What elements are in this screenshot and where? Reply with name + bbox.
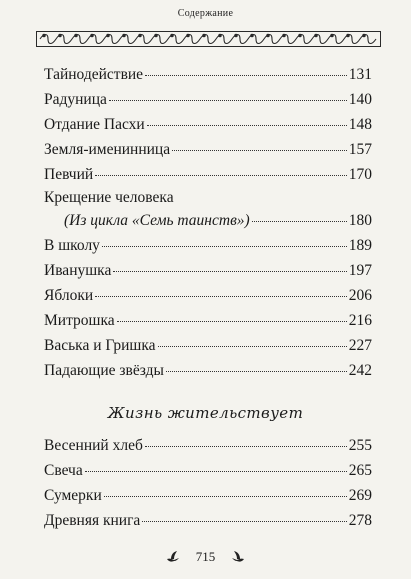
toc-entry-title: Митрошка	[44, 312, 115, 329]
dot-leader	[109, 100, 347, 101]
toc-entry[interactable]	[44, 437, 372, 455]
toc-entry[interactable]	[44, 512, 372, 530]
toc-entry-page: 227	[348, 337, 372, 354]
toc-entry[interactable]	[44, 141, 372, 159]
toc-entry-subtitle: (Из цикла «Семь таинств»)	[64, 212, 250, 229]
dot-leader	[95, 296, 347, 297]
toc-entry-title: Сумерки	[44, 487, 102, 504]
toc-entry[interactable]	[44, 262, 372, 280]
ornament-border	[36, 31, 381, 47]
section-title: Жизнь жительствует	[107, 404, 304, 422]
toc-entry[interactable]	[44, 362, 372, 380]
dot-leader	[142, 521, 346, 522]
toc-entry-title: Певчий	[44, 166, 94, 183]
dot-leader	[113, 271, 346, 272]
toc-entry[interactable]	[44, 116, 372, 134]
toc-entry-title: Тайнодействие	[44, 66, 144, 83]
toc-entry-page: 197	[348, 262, 372, 279]
dot-leader	[158, 346, 347, 347]
toc-entry-title: Весенний хлеб	[44, 437, 143, 454]
toc-entry-page: 206	[348, 287, 372, 304]
dot-leader	[102, 246, 347, 247]
toc-entry-page: 157	[348, 141, 372, 158]
dot-leader	[145, 75, 347, 76]
toc-entry-page: 269	[348, 487, 372, 504]
dove-icon	[230, 550, 246, 564]
toc-entry-page: 242	[348, 362, 372, 379]
dot-leader	[117, 321, 347, 322]
toc-entry-title: В школу	[44, 237, 100, 254]
toc-entry-title: Радуница	[44, 91, 107, 108]
toc-entry[interactable]	[44, 312, 372, 330]
toc-entry-title-line1[interactable]: Крещение человека	[44, 189, 174, 206]
toc-entry-title: Падающие звёзды	[44, 362, 164, 379]
toc-entry-title: Земля-именинница	[44, 141, 171, 158]
toc-entry-title: Яблоки	[44, 287, 94, 304]
dot-leader	[252, 221, 347, 222]
toc-entry-page: 148	[348, 116, 372, 133]
dot-leader	[172, 150, 347, 151]
toc-entry[interactable]	[44, 166, 372, 184]
toc-entry[interactable]	[44, 237, 372, 255]
toc-entry[interactable]	[44, 287, 372, 305]
toc-entry[interactable]	[44, 337, 372, 355]
dot-leader	[95, 175, 347, 176]
toc-entry-page: 131	[348, 66, 372, 83]
dot-leader	[104, 496, 347, 497]
dot-leader	[85, 471, 347, 472]
dot-leader	[147, 125, 347, 126]
toc-entry-title: Древняя книга	[44, 512, 141, 529]
toc-entry-page: 216	[348, 312, 372, 329]
toc-entry[interactable]	[44, 91, 372, 109]
toc-entry-title: Иванушка	[44, 262, 112, 279]
dot-leader	[145, 446, 347, 447]
toc-entry-title: Васька и Гришка	[44, 337, 156, 354]
toc-entry[interactable]	[44, 487, 372, 505]
toc-entry[interactable]	[44, 462, 372, 480]
toc-entry-title: Отдание Пасхи	[44, 116, 145, 133]
toc-entry-page: 255	[348, 437, 372, 454]
toc-entry-page: 140	[348, 91, 372, 108]
page-footer	[0, 548, 411, 568]
toc-entry-page: 265	[348, 462, 372, 479]
toc-entry-page: 180	[348, 212, 372, 229]
page-number: 715	[195, 549, 216, 564]
toc-entry-title: Свеча	[44, 462, 83, 479]
toc-entry-page: 189	[348, 237, 372, 254]
toc-entry-page: 278	[348, 512, 372, 529]
toc-entry[interactable]	[44, 212, 372, 230]
toc-entry-page: 170	[348, 166, 372, 183]
dot-leader	[166, 371, 347, 372]
toc-entry[interactable]	[44, 66, 372, 84]
running-head: Содержание	[177, 8, 234, 19]
